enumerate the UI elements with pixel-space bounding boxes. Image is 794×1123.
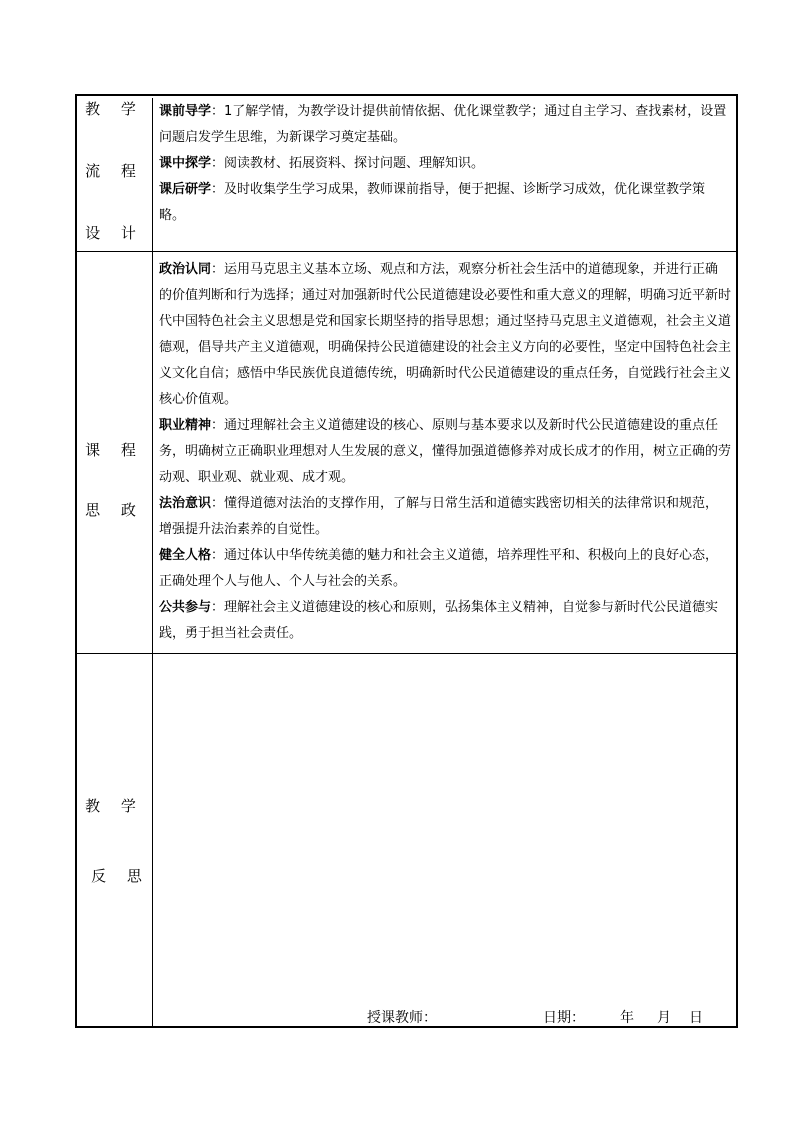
item-title: 公共参与: [159, 600, 212, 615]
item-title: 课前导学: [159, 104, 212, 119]
item-title: 政治认同: [159, 262, 212, 277]
item-title: 课后研学: [159, 182, 212, 197]
item-text: 理解社会主义道德建设的核心和原则，弘扬集体主义精神，自觉参与新时代公民道德实践，勇于担当社会责任。: [159, 600, 719, 641]
ideology-item: [159, 413, 731, 491]
ideology-label-line-2: 思 政: [85, 501, 144, 519]
item-text: 阅读教材、拓展资料、探讨问题、理解知识。: [224, 156, 485, 171]
item-text: 懂得道德对法治的支撑作用，了解与日常生活和道德实践密切相关的法律常识和规范，增强提升法治素养的自觉性。: [159, 496, 719, 537]
ideology-content: [159, 257, 731, 647]
item-text: 通过体认中华传统美德的魅力和社会主义道德，培养理性平和、积极向上的良好心态，正确处理个人与他人、个人与社会的关系。: [159, 548, 719, 589]
row-divider: [77, 251, 736, 252]
item-title: 健全人格: [159, 548, 212, 563]
design-item: [159, 151, 731, 177]
row-divider: [77, 653, 736, 654]
month-label: 月: [657, 1010, 671, 1026]
item-text: 及时收集学生学习成果，教师课前指导，便于把握、诊断学习成效，优化课堂教学策略。: [159, 182, 706, 223]
item-separator: ：: [211, 418, 225, 433]
ideology-label-line-1: 课 程: [85, 441, 144, 459]
column-divider: [152, 98, 153, 1026]
design-label-line-3: 设 计: [85, 224, 144, 242]
item-text: 1了解学情，为教学设计提供前情依据、优化课堂教学；通过自主学习、查找素材，设置问题启发学生思维，为新课学习奠定基础。: [159, 104, 727, 145]
item-title: 职业精神: [159, 418, 212, 433]
ideology-item: [159, 491, 731, 543]
date-label: 日期：: [543, 1010, 585, 1026]
design-label-line-1: 教 学: [85, 100, 144, 118]
reflection-label-line-2: 反 思: [91, 867, 150, 885]
item-separator: ：: [211, 156, 225, 171]
reflection-label-line-1: 教 学: [85, 797, 144, 815]
item-separator: ：: [211, 548, 225, 563]
item-separator: ：: [211, 600, 225, 615]
design-item: [159, 177, 731, 229]
item-title: 课中探学: [159, 156, 212, 171]
ideology-item: [159, 595, 731, 647]
item-separator: ：: [211, 496, 225, 511]
design-label-line-2: 流 程: [85, 162, 144, 180]
item-text: 运用马克思主义基本立场、观点和方法，观察分析社会生活中的道德现象，并进行正确的价值判断和行为选择；通过对加强新时代公民道德建设必要性和重大意义的理解，明确习近平新时代中国特色社会主义思想是党和国家长期坚持的指导思想；通过坚持马克思主义道德观，社会主义道德观，倡导共产主义道德观，明确保持公民道德建设的社会主义方向的必要性，坚定中国特色社会主义文化自信；感悟中华民族优良道德传统，明确新时代公民道德建设的重点任务，自觉践行社会主义核心价值观。: [159, 262, 732, 407]
ideology-item: [159, 543, 731, 595]
teacher-label: 授课教师：: [367, 1010, 437, 1026]
item-text: 通过理解社会主义道德建设的核心、原则与基本要求以及新时代公民道德建设的重点任务，明确树立正确职业理想对人生发展的意义，懂得加强道德修养对成长成才的作用，树立正确的劳动观、职业观、就业观、成才观。: [159, 418, 732, 485]
year-label: 年: [620, 1010, 634, 1026]
lesson-plan-table: [75, 94, 738, 1028]
item-title: 法治意识: [159, 496, 212, 511]
item-separator: ：: [211, 182, 225, 197]
item-separator: ：: [211, 104, 225, 119]
item-separator: ：: [211, 262, 225, 277]
ideology-item: [159, 257, 731, 413]
design-item: [159, 99, 731, 151]
day-label: 日: [689, 1010, 703, 1026]
design-content: [159, 99, 731, 229]
